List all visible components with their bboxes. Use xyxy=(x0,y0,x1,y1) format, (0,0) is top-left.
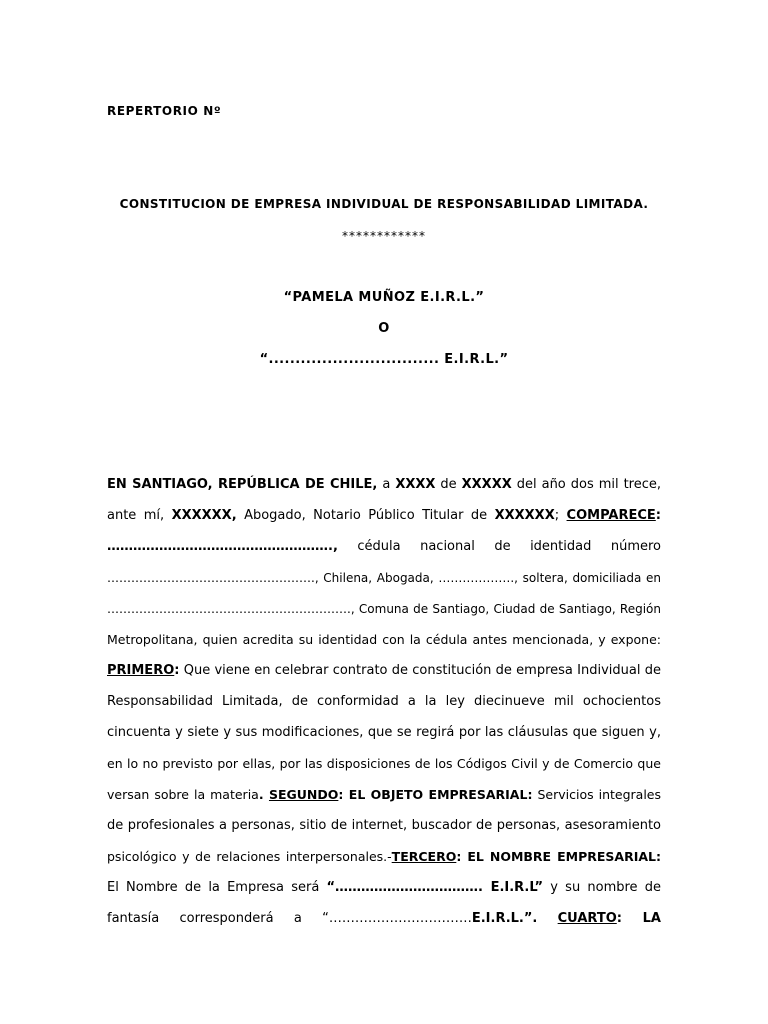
tercero-heading: TERCERO xyxy=(391,849,457,864)
company-name: “PAMELA MUÑOZ E.I.R.L.” xyxy=(283,290,485,305)
repertorio-header: REPERTORIO Nº xyxy=(107,104,222,118)
text-segment: . xyxy=(258,787,269,802)
text-segment: : LA xyxy=(616,911,661,926)
body-line-13 xyxy=(107,847,661,878)
comparece-heading: COMPARECE xyxy=(566,508,656,523)
text-segment: cédula nacional de identidad número xyxy=(337,539,661,554)
eirl-suffix: E.I.R.L.”. xyxy=(471,911,538,926)
text-segment: psicológico y de relaciones interpersonales.- xyxy=(107,849,392,864)
separator-stars: ************ xyxy=(342,229,426,243)
body-line-15 xyxy=(107,909,661,940)
text-segment: y su nombre de xyxy=(543,880,661,895)
body-line-14 xyxy=(107,878,661,909)
body-line-10: en lo no previsto por ellas, por las disposiciones de los Códigos Civil y de Comercio que xyxy=(107,756,661,771)
year-text: del año dos mil trece, xyxy=(511,477,661,492)
nombre-heading: : EL NOMBRE EMPRESARIAL: xyxy=(456,849,661,864)
company-name-placeholder: “……………………………. E.I.R.L” xyxy=(326,880,544,895)
text-segment: fantasía corresponderá a xyxy=(107,911,323,926)
cuarto-heading: CUARTO xyxy=(557,911,617,926)
place-text: EN SANTIAGO, REPÚBLICA DE CHILE, xyxy=(107,477,378,492)
text-segment xyxy=(537,911,557,926)
fantasy-name-placeholder: “…………………………… xyxy=(322,911,472,926)
text-segment: Abogado, Notario Público Titular de xyxy=(236,508,495,523)
notary-office-placeholder: XXXXXX xyxy=(494,508,555,523)
text-segment: de xyxy=(435,477,462,492)
body-paragraph xyxy=(107,475,661,940)
body-line-9: cincuenta y siete y sus modificaciones, que se regirá por las cláusulas que siguen y, xyxy=(107,725,661,740)
document-title: CONSTITUCION DE EMPRESA INDIVIDUAL DE RESPONSABILIDAD LIMITADA. xyxy=(119,197,649,211)
body-line-1 xyxy=(107,475,661,506)
segundo-heading: SEGUNDO xyxy=(268,787,339,802)
name-placeholder: ……………………………………………., xyxy=(107,539,338,554)
body-line-8: Responsabilidad Limitada, de conformidad a la ley diecinueve mil ochocientos xyxy=(107,694,661,709)
or-separator: O xyxy=(378,321,390,336)
text-segment: Servicios integrales xyxy=(532,787,661,802)
body-line-6: Metropolitana, quien acredita su identidad con la cédula antes mencionada, y expone: xyxy=(107,632,661,647)
body-line-7 xyxy=(107,661,661,692)
body-line-4: ……………………………………………., Chilena, Abogada, ………………., soltera, domiciliada en xyxy=(107,571,661,585)
day-placeholder: XXXX xyxy=(395,477,436,492)
text-segment: versan sobre la materia xyxy=(107,787,259,802)
text-segment: : xyxy=(174,663,180,678)
body-line-5: ……………………………………………………., Comuna de Santiago, Ciudad de Santiago, Región xyxy=(107,602,661,616)
body-line-11 xyxy=(107,785,661,816)
body-line-3 xyxy=(107,537,661,568)
text-segment: Que viene en celebrar contrato de constitución de empresa Individual de xyxy=(179,663,661,678)
text-segment: : xyxy=(655,508,661,523)
body-line-12: de profesionales a personas, sitio de internet, buscador de personas, asesoramiento xyxy=(107,818,661,833)
text-segment: ante mí, xyxy=(107,508,172,523)
body-line-2 xyxy=(107,506,661,537)
objeto-heading: : EL OBJETO EMPRESARIAL: xyxy=(338,787,533,802)
alternate-company-name: “................................ E.I.R.L.” xyxy=(259,352,509,367)
text-segment: El Nombre de la Empresa será xyxy=(107,880,327,895)
notary-name-placeholder: XXXXXX, xyxy=(171,508,237,523)
primero-heading: PRIMERO xyxy=(107,663,175,678)
month-placeholder: XXXXX xyxy=(461,477,512,492)
text-segment: a xyxy=(377,477,396,492)
text-segment: ; xyxy=(554,508,567,523)
